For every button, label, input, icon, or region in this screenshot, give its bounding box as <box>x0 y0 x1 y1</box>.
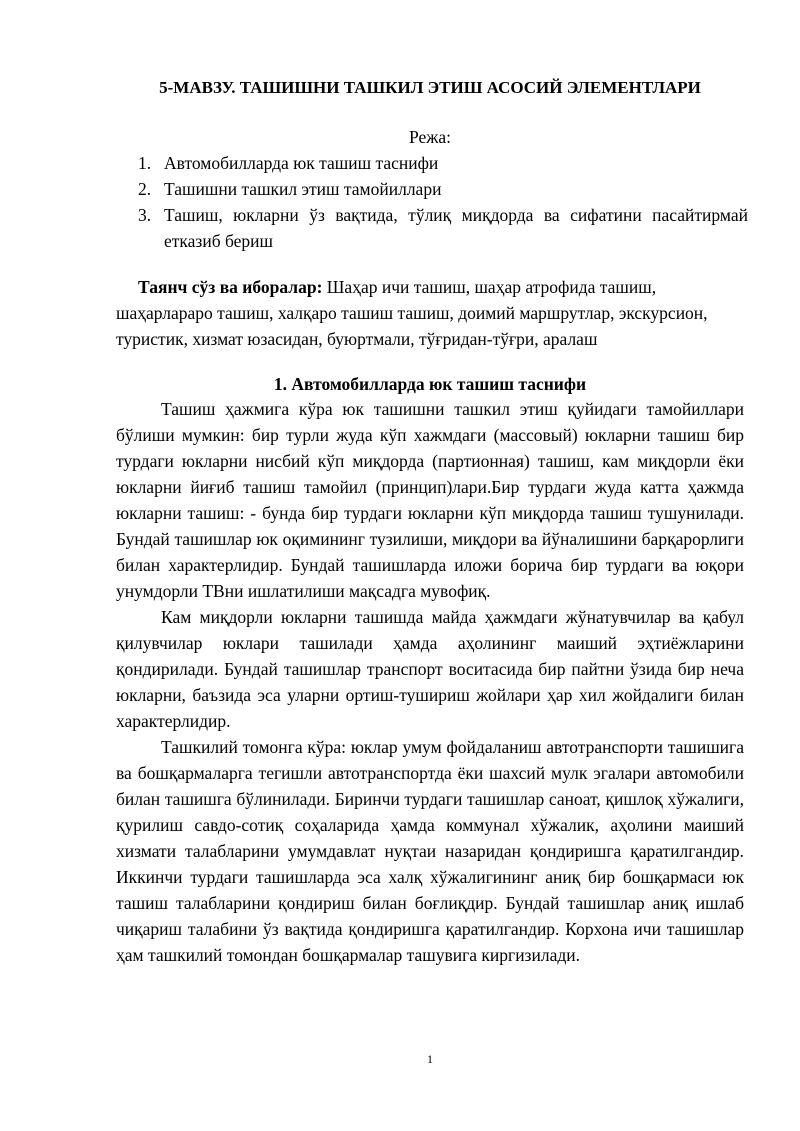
plan-list <box>138 150 748 254</box>
plan-item-number: 1. <box>138 153 152 173</box>
plan-item <box>138 202 748 254</box>
section-heading: 1. Автомобилларда юк ташиш таснифи <box>273 374 587 394</box>
section-body <box>116 396 744 968</box>
plan-item-text: Автомобилларда юк ташиш таснифи <box>164 153 439 173</box>
plan-item-number: 3. <box>138 205 152 225</box>
document-title: 5-МАВЗУ. ТАШИШНИ ТАШКИЛ ЭТИШ АСОСИЙ ЭЛЕМЕНТЛАРИ <box>159 78 701 97</box>
keywords-text: Шаҳар ичи ташиш, шаҳар атрофида ташиш, шаҳарлараро ташиш, халқаро ташиш ташиш, доимий маршрутлар, экскурсион, туристик, хизмат юзасидан, буюртмали, тўғридан-тўғри, аралаш <box>116 277 708 349</box>
keywords-label: Таянч сўз ва иборалар: <box>138 277 323 297</box>
keywords-paragraph <box>116 274 746 352</box>
body-paragraph: Ташиш ҳажмига кўра юк ташишни ташкил этиш қуйидаги тамойиллари бўлиши мумкин: бир турли жуда кўп хажмдаги (массовый) юкларни ташиш бир турдаги юкларни нисбий кўп миқдорда (партионная) ташиш, кам миқдорли ёки юкларни йиғиб ташиш тамойил (принцип)лари.Бир турдаги жуда катта ҳажмда юкларни ташиш: - бунда бир турдаги юкларни кўп миқдорда ташиш тушунилади. Бундай ташишлар юк оқимининг тузилиши, миқдори ва йўналишини барқарорлиги билан характерлидир. Бундай ташишларда иложи борича бир турдаги ва юқори унумдорли ТВни ишлатилиши мақсадга мувофиқ. <box>116 399 744 601</box>
plan-item <box>138 176 748 202</box>
body-paragraph: Ташкилий томонга кўра: юклар умум фойдаланиш автотранспорти ташишига ва бошқармаларга тегишли автотранспортда ёки шахсий мулк эгалари автомобили билан ташишга бўлинилади. Биринчи турдаги ташишлар саноат, қишлоқ хўжалиги, қурилиш савдо-сотиқ соҳаларида ҳамда коммунал хўжалик, аҳолини маиший хизмати талабларини умумдавлат нуқтаи назаридан қондиришга қаратилгандир. Иккинчи турдаги ташишларда эса халқ хўжалигининг аниқ бир бошқармаси юк ташиш талабларини қондириш билан боғлиқдир. Бундай ташишлар аниқ ишлаб чиқариш талабини ўз вақтида қондиришга қаратилгандир. Корхона ичи ташишлар ҳам ташкилий томондан бошқармалар ташувига киргизилади. <box>116 737 744 965</box>
body-paragraph: Кам миқдорли юкларни ташишда майда ҳажмдаги жўнатувчилар ва қабул қилувчилар юклари ташилади ҳамда аҳолининг маиший эҳтиёжларини қондирилади. Бундай ташишлар транспорт воситасида бир пайтни ўзида бир неча юкларни, баъзида эса уларни ортиш-тушириш жойлари ҳар хил жойдалиги билан характерлидир. <box>116 607 744 731</box>
plan-item-text: Ташиш, юкларни ўз вақтида, тўлиқ миқдорда ва сифатини пасайтирмай етказиб бериш <box>164 205 748 251</box>
plan-item-number: 2. <box>138 179 152 199</box>
plan-item-text: Ташишни ташкил этиш тамойиллари <box>164 179 442 199</box>
plan-heading: Режа: <box>409 127 451 147</box>
plan-item <box>138 150 748 176</box>
page-number: 1 <box>427 1052 433 1066</box>
